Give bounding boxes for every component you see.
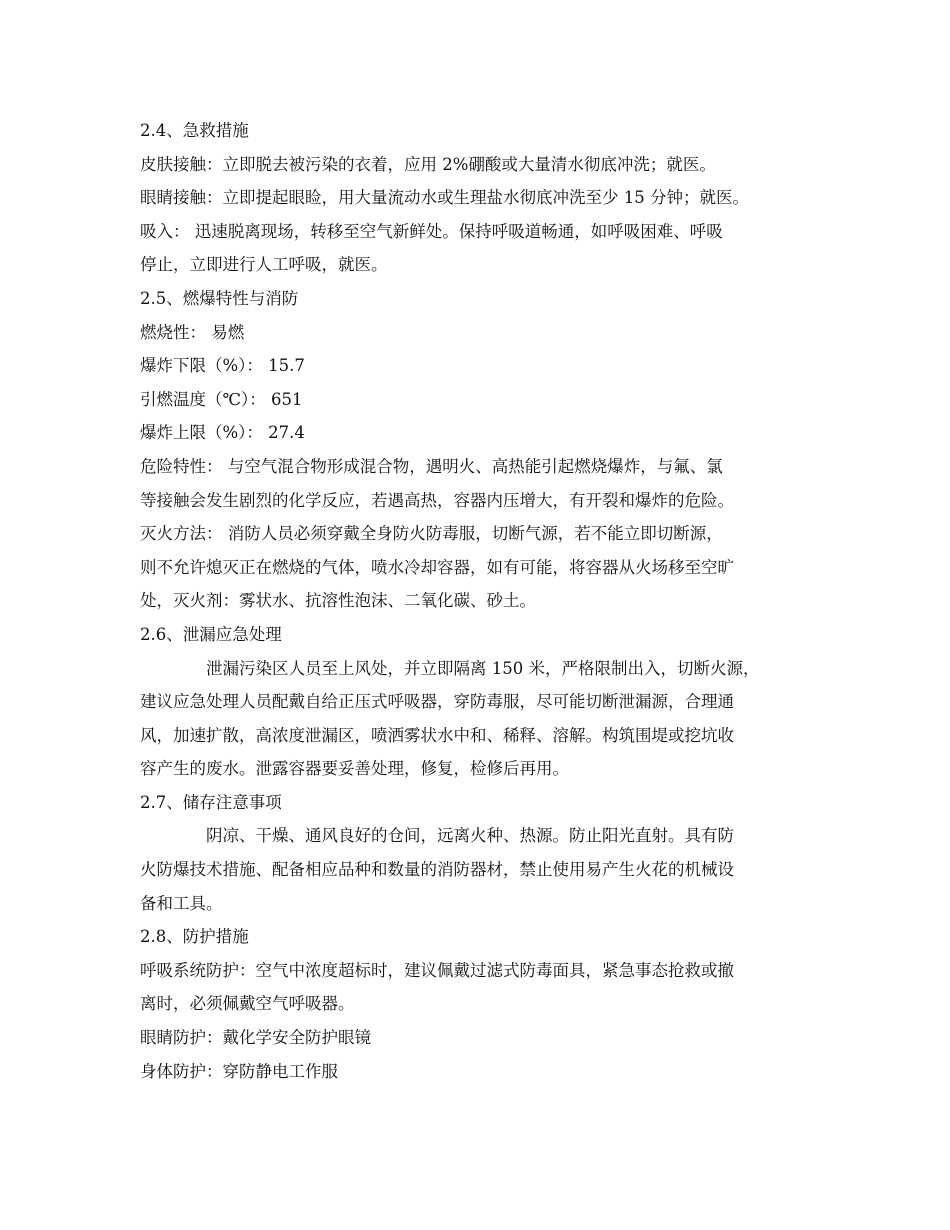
text-line: 皮肤接触：立即脱去被污染的衣着，应用 2%硼酸或大量清水彻底冲洗；就医。 <box>140 154 716 174</box>
text-line: 离时，必须佩戴空气呼吸器。 <box>140 994 355 1014</box>
text-line: 燃烧性： 易燃 <box>140 322 245 342</box>
text-line: 爆炸上限（%）： 27.4 <box>140 423 305 443</box>
text-line: 引燃温度（℃）： 651 <box>140 389 303 409</box>
section-heading-first-aid: 2.4、急救措施 <box>140 121 249 140</box>
text-line: 建议应急处理人员配戴自给正压式呼吸器，穿防毒服，尽可能切断泄漏源，合理通 <box>140 692 734 712</box>
text-line: 火防爆技术措施、配备相应品种和数量的消防器材，禁止使用易产生火花的机械设 <box>140 860 734 880</box>
document-page <box>140 114 822 1088</box>
text-line: 灭火方法： 消防人员必须穿戴全身防火防毒服，切断气源，若不能立即切断源， <box>140 524 723 544</box>
text-line: 身体防护：穿防静电工作服 <box>140 1061 338 1081</box>
text-line: 停止，立即进行人工呼吸，就医。 <box>140 255 388 275</box>
text-line: 泄漏污染区人员至上风处，并立即隔离 150 米，严格限制出入，切断火源， <box>206 658 760 678</box>
text-line: 等接触会发生剧烈的化学反应，若遇高热，容器内压增大，有开裂和爆炸的危险。 <box>140 490 734 510</box>
section-heading-storage: 2.7、储存注意事项 <box>140 792 282 812</box>
text-line: 眼睛接触：立即提起眼睑，用大量流动水或生理盐水彻底冲洗至少 15 分钟；就医。 <box>140 188 749 208</box>
text-line: 爆炸下限（%）： 15.7 <box>140 356 305 376</box>
text-line: 处，灭火剂：雾状水、抗溶性泡沫、二氧化碳、砂土。 <box>140 591 536 611</box>
text-line: 阴凉、干燥、通风良好的仓间，远离火种、热源。防止阳光直射。具有防 <box>206 826 734 846</box>
text-line: 容产生的废水。泄露容器要妥善处理，修复，检修后再用。 <box>140 759 569 779</box>
text-line: 眼睛防护：戴化学安全防护眼镜 <box>140 1028 371 1048</box>
section-heading-protection: 2.8、防护措施 <box>140 927 249 947</box>
text-line: 风，加速扩散，高浓度泄漏区，喷洒雾状水中和、稀释、溶解。构筑围堤或挖坑收 <box>140 725 734 745</box>
text-line: 则不允许熄灭正在燃烧的气体，喷水冷却容器，如有可能，将容器从火场移至空旷 <box>140 557 734 577</box>
text-line: 呼吸系统防护：空气中浓度超标时，建议佩戴过滤式防毒面具，紧急事态抢救或撤 <box>140 960 734 980</box>
text-line: 吸入： 迅速脱离现场，转移至空气新鲜处。保持呼吸道畅通，如呼吸困难、呼吸 <box>140 221 723 241</box>
section-heading-fire-explosion: 2.5、燃爆特性与消防 <box>140 288 299 308</box>
text-line: 备和工具。 <box>140 893 223 913</box>
section-heading-leak-response: 2.6、泄漏应急处理 <box>140 624 282 644</box>
text-line: 危险特性： 与空气混合物形成混合物，遇明火、高热能引起燃烧爆炸，与氟、氯 <box>140 456 723 476</box>
